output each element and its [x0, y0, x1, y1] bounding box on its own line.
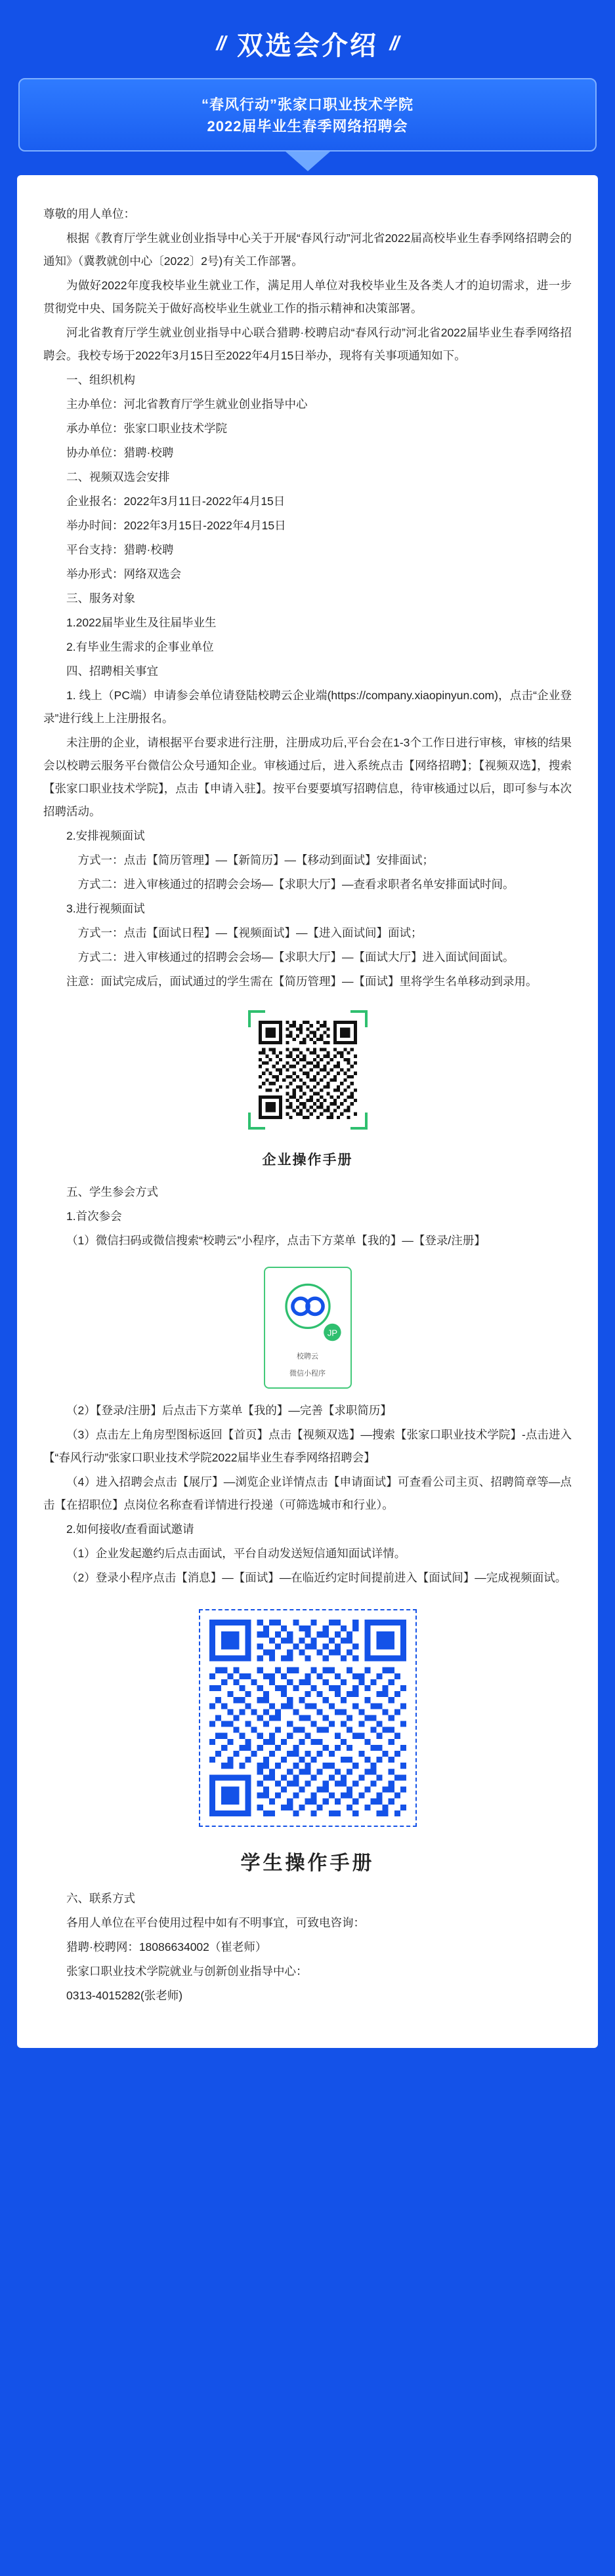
- qr-corner-top-right: [350, 1010, 368, 1027]
- miniprogram-qr-frame: [264, 1267, 352, 1389]
- miniprogram-subtitle: 微信小程序: [289, 1370, 326, 1378]
- section-3-line-1: 1.2022届毕业生及往届毕业生: [66, 616, 217, 629]
- section-5-line-5: （4）进入招聘会点击【展厅】—浏览企业详情点击【申请面试】可查看公司主页、招聘简章等—点击【在招职位】点岗位名称查看详情进行投递（可筛选城市和行业）。: [43, 1475, 572, 1511]
- section-4-paragraph-1: 1. 线上（PC端）申请参会单位请登陆校聘云企业端(https://company.xiaopinyun.com)，点击“企业登录”进行线上上注册报名。: [43, 689, 572, 725]
- decor-slashes-right: //: [387, 32, 401, 54]
- section-1-line-1: 主办单位：河北省教育厅学生就业创业指导中心: [66, 398, 308, 411]
- section-2-title: 二、视频双选会安排: [66, 470, 170, 483]
- paragraph-2: 为做好2022年度我校毕业生就业工作，满足用人单位对我校毕业生及各类人才的迫切需求，进一步贯彻党中央、国务院关于做好高校毕业生就业工作的指示精神和决策部署。: [43, 279, 572, 315]
- qr-code-enterprise-icon[interactable]: [259, 1021, 357, 1119]
- notice-card: [17, 175, 598, 2048]
- qr-corner-bottom-left: [248, 1113, 265, 1130]
- section-1-line-2: 承办单位：张家口职业技术学院: [66, 422, 227, 435]
- miniprogram-name: 校聘云: [297, 1353, 318, 1360]
- section-4-paragraph-5: 方式二：进入审核通过的招聘会会场—【求职大厅】—查看求职者名单安排面试时间。: [77, 878, 515, 891]
- enterprise-manual-caption: 企业操作手册: [262, 1153, 353, 1168]
- decor-slashes-left: //: [214, 32, 228, 54]
- section-3-line-2: 2.有毕业生需求的企事业单位: [66, 640, 214, 653]
- section-4-paragraph-6: 3.进行视频面试: [66, 902, 145, 915]
- arrow-down-icon: [286, 152, 330, 171]
- section-2-line-3: 平台支持：猎聘·校聘: [66, 543, 174, 556]
- enterprise-manual-qr-block: [43, 1010, 572, 1174]
- section-4-paragraph-2: 未注册的企业，请根据平台要求进行注册，注册成功后,平台会在1-3个工作日进行审核，审核的结果会以校聘云服务平台微信公众号通知企业。审核通过后，进入系统点击【网络招聘】；【视频双选】，搜索【张家口职业技术学院】，点击【申请入驻】。按平台要要填写招聘信息，待审核通过以后，即可参与本次招聘活动。: [43, 736, 572, 818]
- paragraph-1: 根据《教育厅学生就业创业指导中心关于开展“春风行动”河北省2022届高校毕业生春季网络招聘会的通知》（冀教就创中心〔2022〕2号)有关工作部署。: [43, 232, 572, 268]
- salutation: 尊敬的用人单位：: [43, 207, 135, 220]
- section-6-line-2: 猎聘·校聘网：18086634002（崔老师）: [66, 1940, 267, 1953]
- section-5-line-1: 1.首次参会: [66, 1210, 122, 1223]
- section-4-paragraph-8: 方式二：进入审核通过的招聘会会场—【求职大厅】—【面试大厅】进入面试间面试。: [77, 951, 515, 964]
- section-2-line-2: 举办时间：2022年3月15日-2022年4月15日: [66, 519, 286, 532]
- paragraph-3: 河北省教育厅学生就业创业指导中心联合猎聘·校聘启动“春风行动”河北省2022届毕业生春季网络招聘会。我校专场于2022年3月15日至2022年4月15日举办，现将有关事项通知如下。: [43, 326, 572, 362]
- section-5-title: 五、学生参会方式: [66, 1185, 158, 1198]
- section-6-line-1: 各用人单位在平台使用过程中如有不明事宜，可致电咨询：: [66, 1916, 365, 1929]
- page-title-bar: [0, 0, 615, 74]
- section-3-title: 三、服务对象: [66, 592, 135, 605]
- qr-frame: [248, 1010, 368, 1130]
- miniprogram-qr-block: [43, 1267, 572, 1389]
- section-1-title: 一、组织机构: [66, 373, 135, 386]
- section-6-title: 六、联系方式: [66, 1892, 135, 1905]
- event-banner: [18, 78, 597, 152]
- section-5-line-4: （3）点击左上角房型图标返回【首页】点击【视频双选】—搜索【张家口职业技术学院】-点击进入【“春风行动”张家口职业技术学院2022届毕业生春季网络招聘会】: [43, 1428, 572, 1464]
- page-title: 双选会介绍: [237, 31, 378, 60]
- section-4-paragraph-9: 注意：面试完成后，面试通过的学生需在【简历管理】—【面试】里将学生名单移动到录用。: [66, 975, 538, 988]
- section-2-line-4: 举办形式：网络双选会: [66, 567, 181, 581]
- section-4-title: 四、招聘相关事宜: [66, 664, 158, 678]
- qr-corner-top-left: [248, 1010, 265, 1027]
- section-5-line-7: （1）企业发起邀约后点击面试，平台自动发送短信通知面试详情。: [66, 1547, 406, 1560]
- student-manual-caption: 学生操作手册: [240, 1852, 375, 1874]
- section-1-line-3: 协办单位：猎聘·校聘: [66, 446, 174, 459]
- banner-line-1: “春风行动”张家口职业技术学院: [201, 96, 414, 113]
- section-5-line-6: 2.如何接收/查看面试邀请: [66, 1523, 194, 1536]
- student-qr-frame: [199, 1609, 417, 1827]
- section-5-line-3: （2）【登录/注册】后点击下方菜单【我的】—完善【求职简历】: [66, 1404, 392, 1417]
- student-manual-qr-block: [43, 1609, 572, 1883]
- section-5-line-2: （1）微信扫码或微信搜索“校聘云”小程序，点击下方菜单【我的】—【登录/注册】: [66, 1234, 486, 1247]
- section-4-paragraph-4: 方式一：点击【简历管理】—【新简历】—【移动到面试】安排面试；: [77, 853, 434, 867]
- qr-corner-bottom-right: [350, 1113, 368, 1130]
- section-4-paragraph-3: 2.安排视频面试: [66, 829, 145, 842]
- banner-line-2: 2022届毕业生春季网络招聘会: [207, 118, 408, 134]
- section-4-paragraph-7: 方式一：点击【面试日程】—【视频面试】—【进入面试间】面试；: [77, 926, 423, 939]
- section-6-line-4: 0313-4015282(张老师): [66, 1989, 183, 2002]
- section-2-line-1: 企业报名：2022年3月11日-2022年4月15日: [66, 495, 286, 508]
- wechat-miniprogram-qr-icon[interactable]: [272, 1275, 344, 1347]
- svg-text:JP: JP: [327, 1328, 337, 1338]
- qr-code-student-icon[interactable]: [209, 1620, 406, 1816]
- section-6-line-3: 张家口职业技术学院就业与创新创业指导中心：: [66, 1965, 308, 1978]
- section-5-line-8: （2）登录小程序点击【消息】—【面试】—在临近约定时间提前进入【面试间】—完成视频面试。: [66, 1571, 567, 1584]
